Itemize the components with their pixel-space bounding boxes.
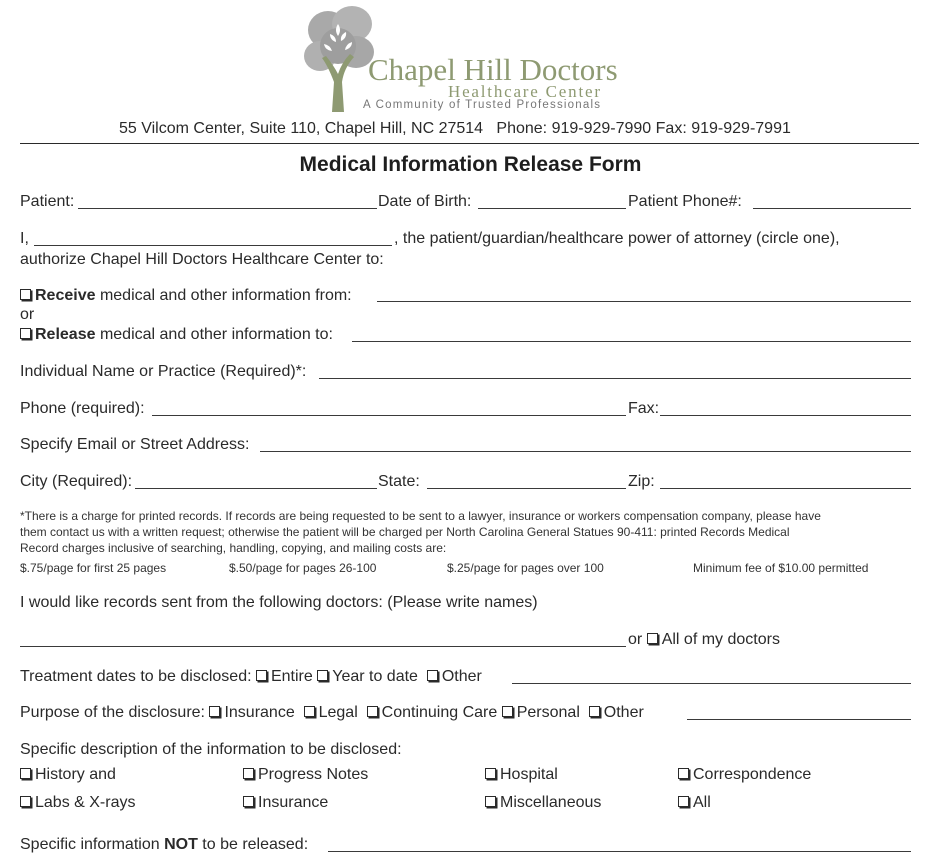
- patient-label: Patient:: [20, 193, 75, 210]
- receive-field[interactable]: [377, 301, 911, 302]
- all-doctors-option[interactable]: [628, 631, 780, 649]
- address: 55 Vilcom Center, Suite 110, Chapel Hill, NC 27514: [119, 120, 484, 137]
- description-label: Specific description of the information to be disclosed:: [20, 741, 402, 758]
- release-field[interactable]: [352, 341, 911, 342]
- city-label: City (Required):: [20, 473, 133, 490]
- state-label: State:: [378, 473, 420, 490]
- desc-misc-option[interactable]: [485, 794, 601, 812]
- phone-label: Phone (required):: [20, 400, 145, 417]
- dob-field[interactable]: [478, 208, 626, 209]
- desc-insurance-checkbox[interactable]: [243, 796, 254, 807]
- fax: Fax: 919-929-7991: [655, 120, 791, 137]
- entire-checkbox[interactable]: [256, 670, 267, 681]
- entire-label: Entire: [270, 668, 313, 685]
- fee-4: Minimum fee of $10.00 permitted: [693, 561, 869, 575]
- purpose-other-field[interactable]: [687, 719, 911, 720]
- not-released-label: [20, 836, 308, 854]
- release-bold: Release: [35, 326, 96, 343]
- release-text: medical and other information to:: [95, 326, 333, 343]
- purpose-legal-checkbox[interactable]: [304, 706, 315, 717]
- header-divider: [20, 143, 919, 144]
- brand-name: Chapel Hill Doctors: [368, 52, 618, 87]
- not-released-field[interactable]: [328, 851, 911, 852]
- fee-1: $.75/page for first 25 pages: [20, 561, 167, 575]
- desc-hospital-checkbox[interactable]: [485, 768, 496, 779]
- city-field[interactable]: [135, 488, 377, 489]
- year-to-date-checkbox[interactable]: [317, 670, 328, 681]
- not-released-suffix: to be released:: [197, 836, 309, 853]
- not-released-bold: NOT: [164, 836, 198, 853]
- desc-progress-label: Progress Notes: [258, 766, 369, 783]
- year-to-date-label: Year to date: [332, 668, 418, 685]
- state-field[interactable]: [427, 488, 626, 489]
- doctors-field[interactable]: [20, 646, 626, 647]
- brand-subtitle: Healthcare Center: [448, 82, 602, 101]
- treatment-other-label: Other: [441, 668, 482, 685]
- treatment-label: Treatment dates to be disclosed:: [20, 668, 252, 685]
- purpose-personal-label: Personal: [516, 704, 580, 721]
- all-doctors-checkbox[interactable]: [647, 633, 658, 644]
- or-label: or: [20, 306, 35, 323]
- not-released-prefix: Specific information: [20, 836, 165, 853]
- i-label: I,: [20, 230, 29, 247]
- desc-hospital-option[interactable]: [485, 766, 558, 784]
- purpose-other-checkbox[interactable]: [589, 706, 600, 717]
- desc-labs-option[interactable]: [20, 794, 135, 812]
- desc-all-option[interactable]: [678, 794, 711, 812]
- phone-field[interactable]: [152, 415, 626, 416]
- contact-line: [119, 120, 791, 138]
- note-line-3: Record charges inclusive of searching, handling, copying, and mailing costs are:: [20, 541, 447, 555]
- desc-correspondence-label: Correspondence: [693, 766, 812, 783]
- fee-2: $.50/page for pages 26-100: [229, 561, 377, 575]
- purpose-personal-checkbox[interactable]: [502, 706, 513, 717]
- receive-checkbox[interactable]: [20, 289, 31, 300]
- desc-labs-checkbox[interactable]: [20, 796, 31, 807]
- desc-insurance-label: Insurance: [258, 794, 329, 811]
- patient-phone-label: Patient Phone#:: [628, 193, 742, 210]
- zip-label: Zip:: [628, 473, 655, 490]
- treatment-row: [20, 668, 482, 686]
- fax-label: Fax:: [628, 400, 660, 417]
- patient-field[interactable]: [78, 208, 377, 209]
- zip-field[interactable]: [660, 488, 911, 489]
- purpose-insurance-label: Insurance: [224, 704, 295, 721]
- purpose-continuing-care-label: Continuing Care: [381, 704, 498, 721]
- or-all-label: or: [628, 631, 643, 648]
- page-title: Medical Information Release Form: [299, 153, 642, 176]
- release-option[interactable]: [20, 326, 333, 344]
- individual-field[interactable]: [319, 378, 911, 379]
- fax-field[interactable]: [660, 415, 911, 416]
- receive-text: medical and other information from:: [95, 287, 352, 304]
- receive-bold: Receive: [35, 287, 96, 304]
- all-doctors-label: All of my doctors: [661, 631, 780, 648]
- fee-3: $.25/page for pages over 100: [447, 561, 604, 575]
- desc-progress-option[interactable]: [243, 766, 368, 784]
- treatment-other-field[interactable]: [512, 683, 911, 684]
- desc-progress-checkbox[interactable]: [243, 768, 254, 779]
- tree-logo-icon: [302, 4, 378, 112]
- authorize-text-1: , the patient/guardian/healthcare power of attorney (circle one),: [394, 230, 840, 247]
- doctors-label: I would like records sent from the following doctors: (Please write names): [20, 594, 538, 611]
- authorize-text-2: authorize Chapel Hill Doctors Healthcare Center to:: [20, 251, 384, 268]
- brand-tagline: A Community of Trusted Professionals: [363, 99, 602, 111]
- authorizer-name-field[interactable]: [34, 245, 392, 246]
- desc-correspondence-checkbox[interactable]: [678, 768, 689, 779]
- purpose-other-label: Other: [603, 704, 644, 721]
- patient-phone-field[interactable]: [753, 208, 911, 209]
- desc-history-option[interactable]: [20, 766, 116, 784]
- note-line-1: *There is a charge for printed records. If records are being requested to be sent to a lawyer, insurance or workers compensation company, please have: [20, 509, 821, 523]
- purpose-continuing-care-checkbox[interactable]: [367, 706, 378, 717]
- phone: Phone: 919-929-7990: [496, 120, 652, 137]
- individual-label: Individual Name or Practice (Required)*:: [20, 363, 307, 380]
- desc-history-checkbox[interactable]: [20, 768, 31, 779]
- desc-insurance-option[interactable]: [243, 794, 328, 812]
- purpose-legal-label: Legal: [318, 704, 358, 721]
- receive-option[interactable]: [20, 287, 352, 305]
- purpose-label: Purpose of the disclosure:: [20, 704, 205, 721]
- desc-history-label: History and: [35, 766, 116, 783]
- desc-hospital-label: Hospital: [500, 766, 558, 783]
- dob-label: Date of Birth:: [378, 193, 472, 210]
- desc-all-checkbox[interactable]: [678, 796, 689, 807]
- treatment-other-checkbox[interactable]: [427, 670, 438, 681]
- email-label: Specify Email or Street Address:: [20, 436, 250, 453]
- desc-misc-label: Miscellaneous: [500, 794, 602, 811]
- email-field[interactable]: [260, 451, 911, 452]
- desc-all-label: All: [693, 794, 711, 811]
- desc-correspondence-option[interactable]: [678, 766, 811, 784]
- release-checkbox[interactable]: [20, 328, 31, 339]
- purpose-insurance-checkbox[interactable]: [209, 706, 220, 717]
- desc-misc-checkbox[interactable]: [485, 796, 496, 807]
- desc-labs-label: Labs & X-rays: [35, 794, 136, 811]
- purpose-row: [20, 704, 644, 722]
- note-line-2: them contact us with a written request; otherwise the patient will be charged per North Carolina General Statues 90-411: printed Records Medical: [20, 525, 790, 539]
